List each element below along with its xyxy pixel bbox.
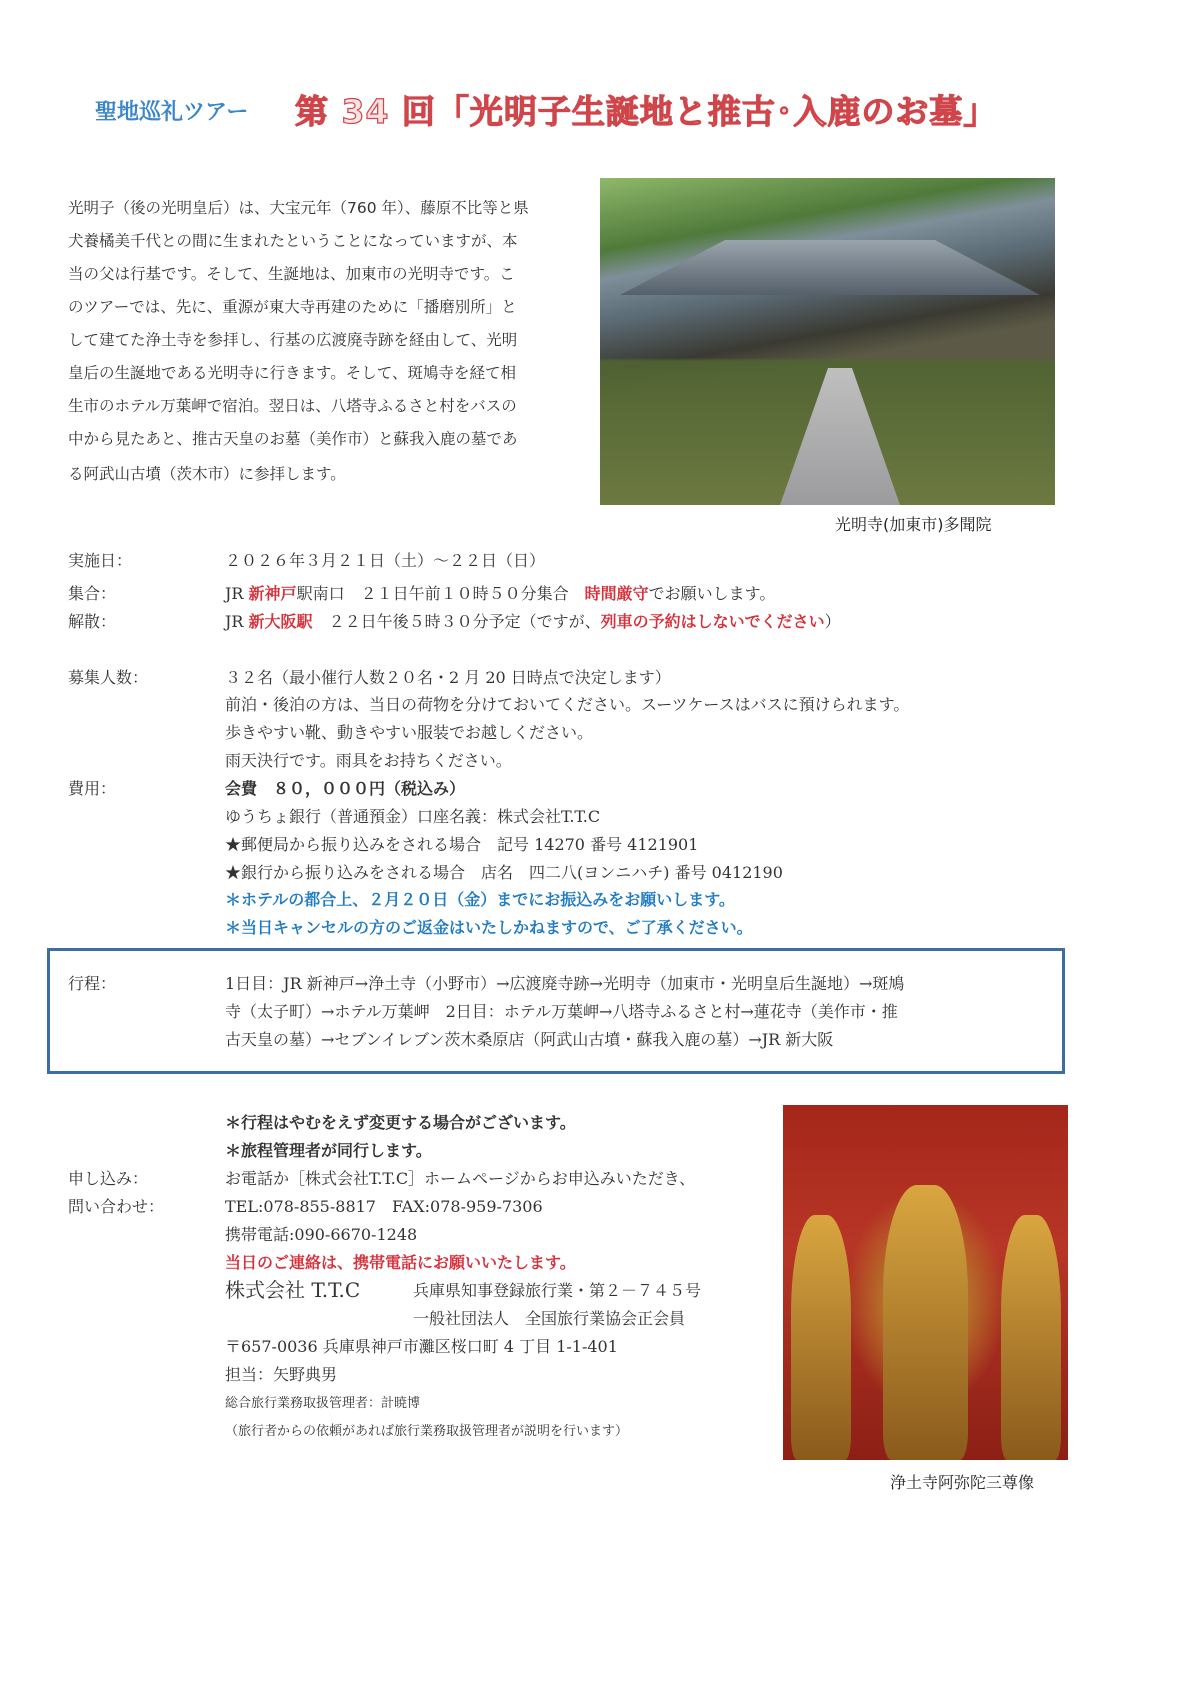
intro-line: して建てた浄土寺を参拝し、行基の広渡廃寺跡を経由して、光明 [68,331,518,349]
meet-label: 集合： [68,584,117,603]
temple-photo [600,178,1055,505]
contact-person: 担当：矢野典男 [225,1365,338,1384]
text: ２２日午後５時３０分予定（ですが、 [312,612,601,631]
capacity-value: ３２名（最小催行人数２０名・2 月 20 日時点で決定します） [225,668,671,687]
text: JR [225,612,249,631]
disband-value [225,609,841,632]
bank-transfer: ★銀行から振り込みをされる場合 店名 四二八(ヨンニハチ) 番号 0412190 [225,863,783,882]
intro-line: のツアーでは、先に、重源が東大寺再建のために「播磨別所」と [68,298,517,316]
bank-info: ゆうちょ銀行（普通預金）口座名義：株式会社T.T.C [225,807,601,826]
registration: 兵庫県知事登録旅行業・第２－７４５号 [413,1281,702,1300]
highlight: 新大阪駅 [248,612,313,631]
text: JR [225,584,249,603]
postal-transfer: ★郵便局から振り込みをされる場合 記号 14270 番号 4121901 [225,835,699,854]
address: 〒657-0036 兵庫県神戸市灘区桜口町 4 丁目 1-1-401 [225,1337,618,1356]
note: 雨天決行です。雨具をお持ちください。 [225,751,512,770]
apply-label: 申し込み： [68,1169,149,1188]
meet-value [225,581,775,604]
statue-right [1001,1215,1061,1460]
intro-line: る阿武山古墳（茨木市）に参拝します。 [68,465,346,483]
intro-line: 当の父は行基です。そして、生誕地は、加東市の光明寺です。こ [68,265,515,283]
intro-line: 生市のホテル万葉岬で宿泊。翌日は、八塔寺ふるさと村をバスの [68,397,517,415]
gravel-path [780,368,900,505]
photo-caption: 光明寺(加東市)多聞院 [835,515,992,534]
itinerary-line: 1日目：JR 新神戸→浄土寺（小野市）→広渡廃寺跡→光明寺（加東市・光明皇后生誕地）→斑鳩 [225,974,905,993]
note: ＊旅程管理者が同行します。 [225,1141,432,1160]
itinerary-line: 寺（太子町）→ホテル万葉岬 2日目：ホテル万葉岬→八塔寺ふるさと村→蓮花寺（美作市・推 [225,1002,898,1021]
note: ＊行程はやむをえず変更する場合がございます。 [225,1113,576,1132]
disband-label: 解散： [68,612,117,631]
itinerary-label: 行程： [68,974,117,993]
mobile-phone: 携帯電話:090-6670-1248 [225,1225,418,1244]
cancel-policy: ＊当日キャンセルの方のご返金はいたしかねますので、ご了承ください。 [225,918,753,937]
manager-note: （旅行者からの依頼があれば旅行業務取扱管理者が説明を行います） [225,1424,629,1439]
day-contact-note: 当日のご連絡は、携帯電話にお願いいたします。 [225,1253,576,1272]
inquiry-label: 問い合わせ： [68,1197,165,1216]
capacity-label: 募集人数： [68,668,149,687]
tel-fax: TEL:078-855-8817 FAX:078-959-7306 [225,1197,543,1216]
text: 駅南口 ２１日午前１０時５０分集合 [296,584,585,603]
fee-label: 費用： [68,779,117,798]
apply-text: お電話か［株式会社T.T.C］ホームページからお申込みいただき、 [225,1169,696,1188]
statue-left [791,1215,851,1460]
photo-caption: 浄土寺阿弥陀三尊像 [890,1473,1035,1492]
association: 一般社団法人 全国旅行業協会正会員 [413,1309,686,1328]
highlight: 列車の予約はしないでください [600,612,825,631]
buddha-statue-photo [783,1105,1068,1460]
payment-deadline: ＊ホテルの都合上、２月２０日（金）までにお振込みをお願いします。 [225,890,735,909]
intro-line: 光明子（後の光明皇后）は、大宝元年（760 年）、藤原不比等と県 [68,199,529,217]
intro-line: 犬養橘美千代との間に生まれたということになっていますが、本 [68,232,518,250]
statue-center [883,1185,968,1460]
manager: 総合旅行業務取扱管理者：計暁博 [225,1396,421,1411]
intro-line: 皇后の生誕地である光明寺に行きます。そして、斑鳩寺を経て相 [68,364,516,382]
date-value: ２０２６年３月２１日（土）～２２日（日） [225,551,546,570]
temple-roof [620,240,1040,295]
intro-line: 中から見たあと、推古天皇のお墓（美作市）と蘇我入鹿の墓であ [68,430,518,448]
note: 前泊・後泊の方は、当日の荷物を分けておいてください。スーツケースはバスに預けられます。 [225,695,910,714]
text: でお願いします。 [648,584,776,603]
text: ） [824,612,841,631]
company-name: 株式会社 T.T.C [225,1278,361,1302]
page-title: 第 34 回「光明子生誕地と推古･入鹿のお墓」 [295,92,998,131]
fee-value: 会費 ８０，０００円（税込み） [225,779,466,798]
date-label: 実施日： [68,551,133,570]
series-label: 聖地巡礼ツアー [95,100,249,125]
note: 歩きやすい靴、動きやすい服装でお越しください。 [225,723,594,742]
highlight: 時間厳守 [584,584,649,603]
highlight: 新神戸 [248,584,297,603]
itinerary-line: 古天皇の墓）→セブンイレブン茨木桑原店（阿武山古墳・蘇我入鹿の墓）→JR 新大阪 [225,1030,834,1049]
